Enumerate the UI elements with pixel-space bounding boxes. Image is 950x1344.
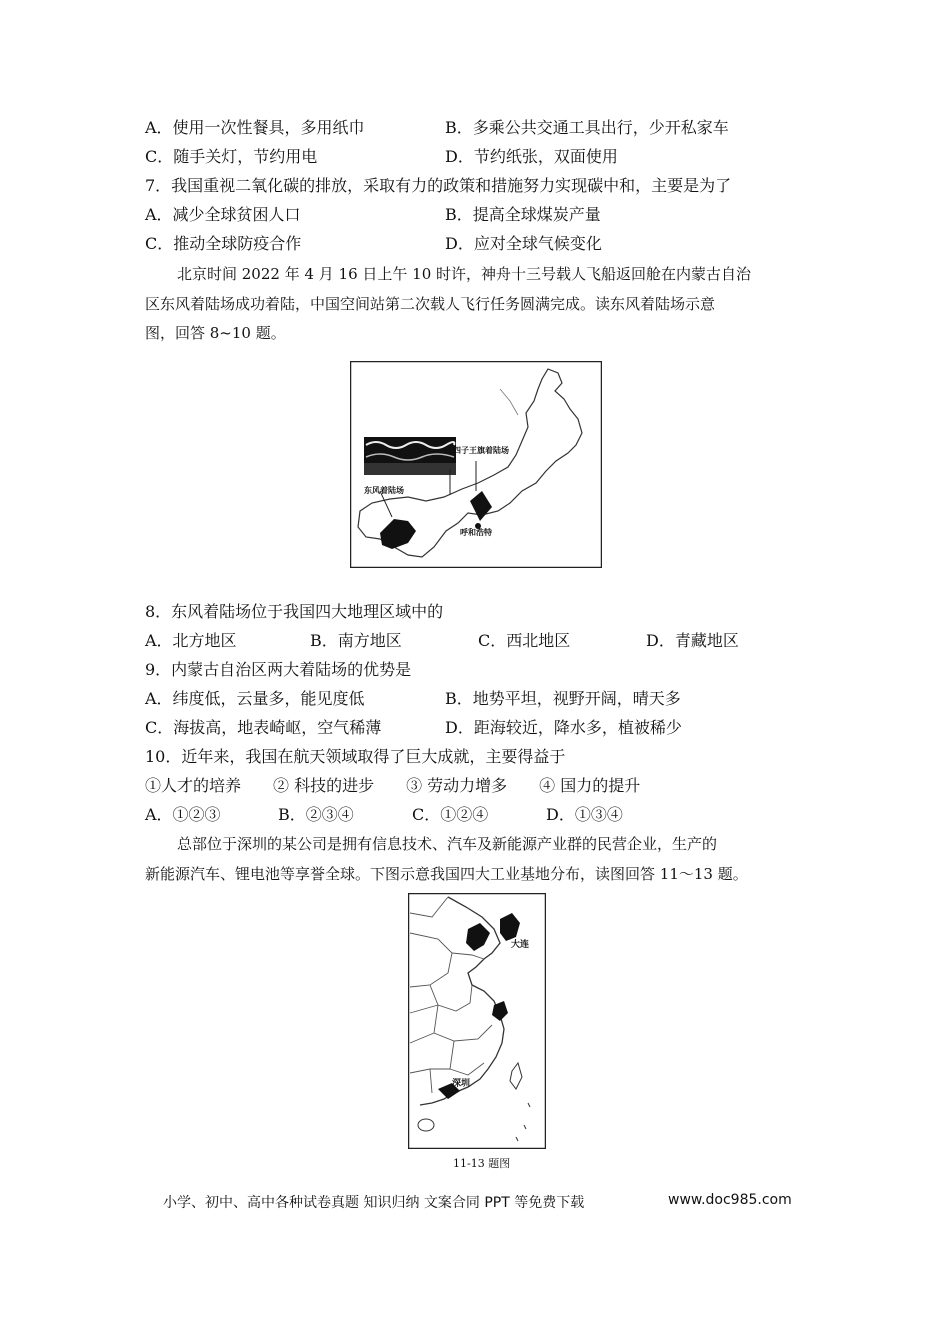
map2-caption: 11-13 题图: [453, 1157, 511, 1170]
industrial-base-map-graphic: [408, 893, 546, 1149]
q7-stem: 7．我国重视二氧化碳的排放，采取有力的政策和措施努力实现碳中和，主要是为了: [145, 176, 732, 195]
q10-items: ①人才的培养 ② 科技的进步 ③ 劳动力增多 ④ 国力的提升: [145, 776, 641, 795]
q9-option-b: B．地势平坦，视野开阔，晴天多: [445, 689, 681, 708]
q10-option-d: D．①③④: [546, 805, 623, 824]
q8-option-d: D．青藏地区: [646, 631, 739, 650]
label-shenzhen: 深圳: [452, 1079, 471, 1089]
q6-option-a: A．使用一次性餐具，多用纸巾: [145, 118, 365, 137]
footer-download-text: 小学、初中、高中各种试卷真题 知识归纳 文案合同 PPT 等免费下载: [163, 1195, 585, 1211]
label-dalian: 大连: [511, 940, 530, 950]
q8-stem: 8．东风着陆场位于我国四大地理区域中的: [145, 602, 444, 621]
intro2-line2: 新能源汽车、锂电池等享誉全球。下图示意我国四大工业基地分布，读图回答 11～13 题。: [145, 865, 748, 883]
q8-option-b: B．南方地区: [310, 631, 402, 650]
q6-option-b: B．多乘公共交通工具出行，少开私家车: [445, 118, 729, 137]
intro1-line3: 图，回答 8~10 题。: [145, 324, 286, 342]
label-dongfeng-landing-site: 东风着陆场: [364, 485, 404, 495]
q9-stem: 9．内蒙古自治区两大着陆场的优势是: [145, 660, 412, 679]
label-hohhot: 呼和浩特: [460, 527, 492, 537]
q10-option-a: A．①②③: [145, 805, 221, 824]
q9-option-d: D．距海较近，降水多，植被稀少: [445, 718, 682, 737]
intro1-line1: 北京时间 2022 年 4 月 16 日上午 10 时许，神舟十三号载人飞船返回舱在内蒙古自治: [177, 265, 752, 283]
q10-option-b: B．②③④: [278, 805, 354, 824]
q6-option-d: D．节约纸张，双面使用: [445, 147, 618, 166]
intro1-line2: 区东风着陆场成功着陆，中国空间站第二次载人飞行任务圆满完成。读东风着陆场示意: [145, 295, 716, 313]
q9-option-c: C．海拔高，地表崎岖，空气稀薄: [145, 718, 382, 737]
q7-option-b: B．提高全球煤炭产量: [445, 205, 601, 224]
intro2-line1: 总部位于深圳的某公司是拥有信息技术、汽车及新能源产业群的民营企业，生产的: [177, 835, 718, 853]
q7-option-c: C．推动全球防疫合作: [145, 234, 302, 253]
industrial-base-map: [408, 893, 546, 1173]
q9-option-a: A．纬度低，云量多，能见度低: [145, 689, 365, 708]
q6-option-c: C．随手关灯，节约用电: [145, 147, 318, 166]
landing-site-map: [350, 361, 602, 568]
label-siziwang-landing-site: 四子王旗着陆场: [453, 445, 509, 455]
q8-option-c: C．西北地区: [478, 631, 571, 650]
q10-stem: 10．近年来，我国在航天领域取得了巨大成就，主要得益于: [145, 747, 566, 766]
q8-option-a: A．北方地区: [145, 631, 237, 650]
q7-option-a: A．减少全球贫困人口: [145, 205, 301, 224]
footer-website[interactable]: www.doc985.com: [668, 1192, 792, 1208]
q10-option-c: C．①②④: [412, 805, 489, 824]
q7-option-d: D．应对全球气候变化: [445, 234, 602, 253]
